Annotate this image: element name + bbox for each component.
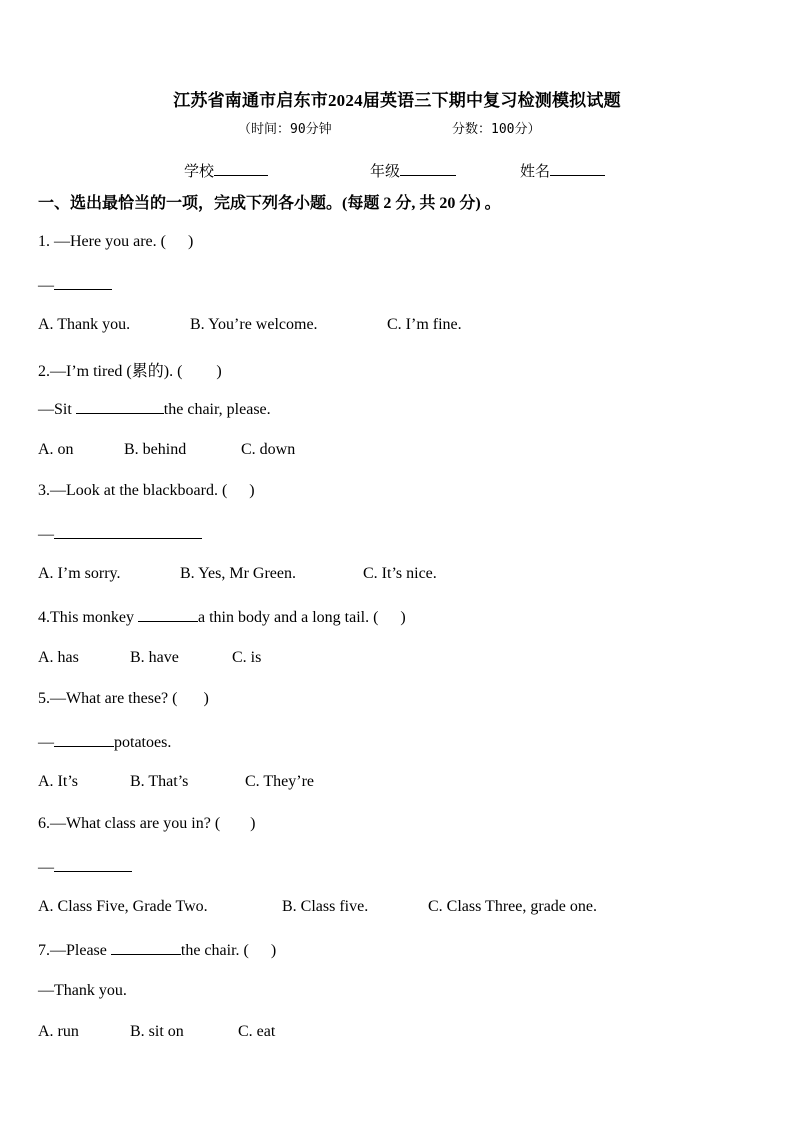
question-2: 2.—I’m tired (累的). ( )	[38, 363, 222, 380]
answer-blank-6[interactable]	[54, 857, 132, 872]
section-heading: 一、选出最恰当的一项，完成下列各小题。(每题 2 分, 共 20 分) 。	[38, 195, 501, 212]
options-6	[38, 898, 597, 916]
name-label: 姓名	[520, 164, 551, 180]
option-7b[interactable]: B. sit on	[130, 1023, 184, 1040]
exam-title: 江苏省南通市启东市2024届英语三下期中复习检测模拟试题	[173, 91, 621, 110]
name-blank[interactable]	[550, 160, 605, 176]
exam-meta	[0, 118, 794, 138]
answer-blank-2[interactable]	[76, 399, 164, 414]
options-7	[38, 1023, 275, 1041]
option-7a[interactable]: A. run	[38, 1023, 79, 1040]
option-4b[interactable]: B. have	[130, 649, 179, 666]
option-4c[interactable]: C. is	[232, 649, 262, 666]
options-5	[38, 773, 314, 791]
school-field	[184, 160, 268, 181]
option-5a[interactable]: A. It’s	[38, 773, 78, 790]
option-1b[interactable]: B. You’re welcome.	[190, 316, 318, 333]
question-3: 3.—Look at the blackboard. ( )	[38, 482, 255, 499]
options-2	[38, 441, 295, 459]
option-3c[interactable]: C. It’s nice.	[363, 565, 437, 582]
grade-blank[interactable]	[400, 160, 456, 176]
answer-line-5: — potatoes.	[38, 734, 172, 751]
school-blank[interactable]	[214, 160, 268, 176]
grade-label: 年级	[370, 164, 401, 180]
answer-line-2: —Sit the chair, please.	[38, 401, 271, 418]
grade-field	[370, 160, 456, 181]
option-1a[interactable]: A. Thank you.	[38, 316, 131, 333]
option-6a[interactable]: A. Class Five, Grade Two.	[38, 898, 208, 915]
options-1	[38, 316, 462, 334]
option-6c[interactable]: C. Class Three, grade one.	[428, 898, 597, 915]
name-field	[520, 160, 605, 181]
option-6b[interactable]: B. Class five.	[282, 898, 369, 915]
answer-line-3: —	[38, 524, 202, 544]
time-limit: （时间：90分钟	[238, 122, 332, 137]
answer-line-7: —Thank you.	[38, 982, 127, 999]
option-4a[interactable]: A. has	[38, 649, 79, 666]
answer-blank-3[interactable]	[54, 524, 202, 539]
school-label: 学校	[184, 164, 215, 180]
answer-blank-7[interactable]	[111, 940, 181, 955]
question-6: 6.—What class are you in? ( )	[38, 815, 256, 832]
option-5c[interactable]: C. They’re	[245, 773, 315, 790]
question-4: 4.This monkey a thin body and a long tail. ( )	[38, 609, 406, 626]
options-4	[38, 649, 261, 667]
answer-blank-4[interactable]	[138, 607, 198, 622]
total-score: 分数：100分）	[452, 122, 541, 137]
option-3b[interactable]: B. Yes, Mr Green.	[180, 565, 296, 582]
answer-line-1: —	[38, 275, 112, 295]
question-7: 7.—Please the chair. ( )	[38, 942, 277, 959]
question-5: 5.—What are these? ( )	[38, 690, 209, 707]
question-1: 1. —Here you are. ( )	[38, 233, 194, 250]
option-2b[interactable]: B. behind	[124, 441, 187, 458]
option-3a[interactable]: A. I’m sorry.	[38, 565, 121, 582]
answer-blank-1[interactable]	[54, 275, 112, 290]
option-7c[interactable]: C. eat	[238, 1023, 276, 1040]
student-info-row	[0, 160, 794, 182]
option-1c[interactable]: C. I’m fine.	[387, 316, 462, 333]
options-3	[38, 565, 437, 583]
answer-blank-5[interactable]	[54, 732, 114, 747]
option-2a[interactable]: A. on	[38, 441, 74, 458]
option-5b[interactable]: B. That’s	[130, 773, 189, 790]
answer-line-6: —	[38, 857, 132, 877]
option-2c[interactable]: C. down	[241, 441, 296, 458]
